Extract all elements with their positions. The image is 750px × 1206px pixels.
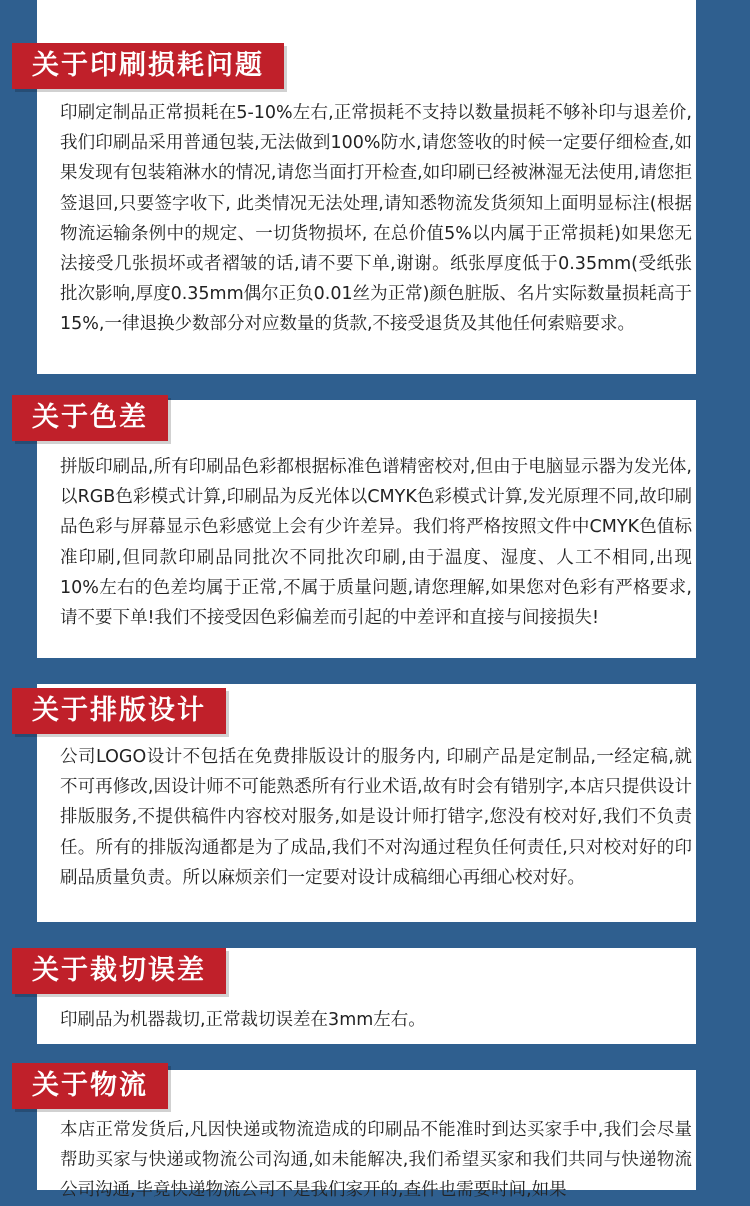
section-text-print-loss: 印刷定制品正常损耗在5-10%左右,正常损耗不支持以数量损耗不够补印与退差价,我们印刷品采用普通包装,无法做到100%防水,请您签收的时候一定要仔细检查,如果发现有包装箱淋水的情况,请您当面打开检查,如印刷已经被淋湿无法使用,请您拒签退回,只要签字收下, 此类情况无法处理,请知悉物流发货须知上面明显标注(根据物流运输条例中的规定、一切货物损坏, 在总价值5%以内属于正常损耗)如果您无法接受几张损坏或者褶皱的话,请不要下单,谢谢。纸张厚度低于0.35mm(受纸张批次影响,厚度0.35mm偶尔正负0.01丝为正常)颜色脏版、名片实际数量损耗高于15%,一律退换少数部分对应数量的货款,不接受退货及其他任何索赔要求。 [60, 103, 692, 335]
section-divider [37, 922, 696, 948]
section-heading-color-difference: 关于色差 [12, 395, 168, 441]
section-heading-print-loss: 关于印刷损耗问题 [12, 43, 284, 89]
section-text-color-difference: 拼版印刷品,所有印刷品色彩都根据标准色谱精密校对,但由于电脑显示器为发光体,以RGB色彩模式计算,印刷品为反光体以CMYK色彩模式计算,发光原理不同,故印刷品色彩与屏幕显示色彩感觉上会有少许差异。我们将严格按照文件中CMYK色值标准印刷,但同款印刷品同批次不同批次印刷,由于温度、湿度、人工不相同,出现10%左右的色差均属于正常,不属于质量问题,请您理解,如果您对色彩有严格要求,请不要下单!我们不接受因色彩偏差而引起的中差评和直接与间接损失! [60, 457, 692, 629]
section-text-cutting-error: 印刷品为机器裁切,正常裁切误差在3mm左右。 [60, 1010, 426, 1030]
section-text-layout-design: 公司LOGO设计不包括在免费排版设计的服务内, 印刷产品是定制品,一经定稿,就不可再修改,因设计师不可能熟悉所有行业术语,故有时会有错别字,本店只提供设计排版服务,不提供稿件内容校对服务,如是设计师打错字,您没有校对好,我们不负责任。所有的排版沟通都是为了成品,我们不对沟通过程负任何责任,只对校对好的印刷品质量负责。所以麻烦亲们一定要对设计成稿细心再细心校对好。 [60, 747, 692, 888]
section-heading-cutting-error: 关于裁切误差 [12, 948, 226, 994]
section-divider [37, 658, 696, 684]
section-text-logistics: 本店正常发货后,凡因快递或物流造成的印刷品不能准时到达买家手中,我们会尽量帮助买家与快递或物流公司沟通,如未能解决,我们希望买家和我们共同与快递物流公司沟通,毕竟快递物流公司不是我们家开的,查件也需要时间,如果 [60, 1120, 692, 1201]
section-heading-logistics: 关于物流 [12, 1063, 168, 1109]
section-heading-layout-design: 关于排版设计 [12, 688, 226, 734]
